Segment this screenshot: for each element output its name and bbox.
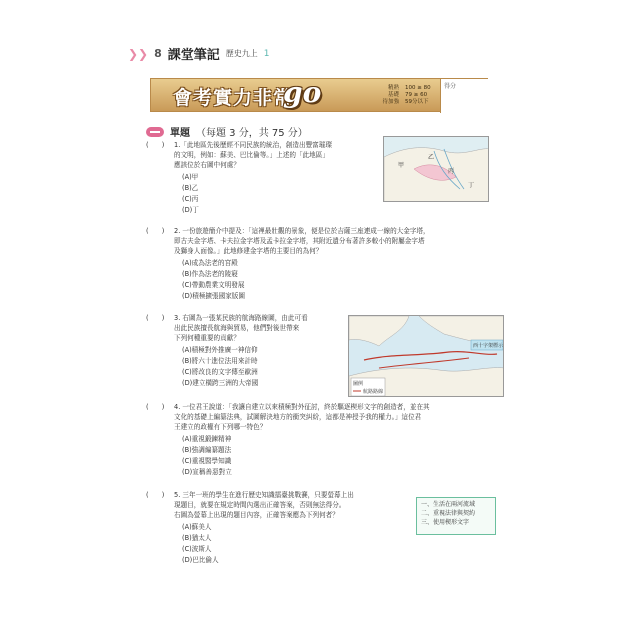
option-b: (B)強調編纂題法 xyxy=(182,446,232,454)
clue-box xyxy=(416,497,496,535)
question-3 xyxy=(146,313,356,395)
header-badge: 1 xyxy=(263,48,270,59)
banner-go: go xyxy=(283,76,322,109)
option-c: (C)帶動農業文明發展 xyxy=(182,281,245,289)
option-c: (C)波斯人 xyxy=(182,545,212,553)
clue-item: 一、生活在兩河流域 xyxy=(421,501,476,508)
answer-blank[interactable]: ( ) xyxy=(146,314,165,322)
answer-blank[interactable]: ( ) xyxy=(146,491,165,499)
banner-title: 會考實力非常 xyxy=(173,87,294,109)
grade-row: 精熟 100 ≥ 80 xyxy=(387,85,431,91)
question-4 xyxy=(146,402,506,484)
question-text: 王建立的政權有下列哪一特色？ xyxy=(174,423,267,431)
option-a: (A)蘇美人 xyxy=(182,523,212,531)
practice-banner xyxy=(150,78,488,112)
page-number: 8 xyxy=(154,47,162,60)
clue-item: 二、重視法律與契約 xyxy=(421,510,476,517)
map-label: 乙 xyxy=(428,154,435,161)
section-title xyxy=(146,124,308,139)
question-text: 即古夫金字塔、卡夫拉金字塔及孟卡拉金字塔，其附近遺分布著許多較小的附屬金字塔 xyxy=(174,237,425,245)
grade-row: 基礎 79 ≥ 60 xyxy=(387,92,428,98)
question-text: 2. 一份旅遊簡介中提及：「這裡最壯觀的景象，便是位於吉薩三座連成一線的大金字塔， xyxy=(174,227,430,235)
map-1-image xyxy=(384,137,489,202)
option-b: (B)猶太人 xyxy=(182,534,212,542)
map-3-label: 西十字架標示 xyxy=(473,343,504,349)
option-a: (A)成為法老的宮殿 xyxy=(182,259,238,267)
option-a: (A)重視鍛鍊精神 xyxy=(182,435,232,443)
header-subtitle: 歷史九上 xyxy=(225,49,258,58)
answer-blank[interactable]: ( ) xyxy=(146,227,165,235)
grade-row: 待加強 59分以下 xyxy=(382,99,429,105)
question-5 xyxy=(146,490,411,572)
section-note: （每題 3 分，共 75 分） xyxy=(196,128,308,139)
question-text: 及獅身人面像。」此地修建金字塔的主要目的為何？ xyxy=(174,247,323,255)
map-label: 甲 xyxy=(398,162,405,169)
option-d: (D)丁 xyxy=(182,206,199,214)
question-1 xyxy=(146,140,376,220)
question-text: 1.「此地區先後歷經不同民族的統治，創造出豐富璀璨 xyxy=(174,141,332,149)
question-text: 5. 三年一班的學生在進行歷史知識擂臺挑戰賽，只要螢幕上出 xyxy=(174,491,354,499)
question-text: 3. 右圖為一張某民族的航海路線圖，由此可看 xyxy=(174,314,308,322)
section-label: 單題 xyxy=(170,128,190,139)
answer-blank[interactable]: ( ) xyxy=(146,403,165,411)
map-label: 丙 xyxy=(448,168,455,175)
map-label: 丁 xyxy=(468,182,475,189)
score-box[interactable] xyxy=(440,79,489,113)
question-text: 文化的基礎上編纂法典，試圖解決地方的衝突糾紛，這都是神授予我的權力。」這位君 xyxy=(174,413,422,421)
option-d: (D)積極擴張國家版圖 xyxy=(182,292,245,300)
question-text: 4. 一位君王說道：「我讓自建立以來積極對外征討，終於驅逐楔形文字的創造者，並在其 xyxy=(174,403,430,411)
score-label: 得分 xyxy=(444,83,457,90)
question-text: 下列何種重要的貢獻？ xyxy=(174,334,240,342)
map-3-image xyxy=(349,316,504,397)
question-text: 應該位於右圖中何處？ xyxy=(174,161,240,169)
option-c: (C)重視醫學知識 xyxy=(182,457,232,465)
grade-table xyxy=(379,85,431,106)
option-a: (A)積極對外推廣一神信仰 xyxy=(182,346,258,354)
option-c: (C)丙 xyxy=(182,195,199,203)
question-text: 右圖為螢幕上出現的題目內容，正確答案應為下列何者？ xyxy=(174,511,339,519)
section-pill-icon xyxy=(146,127,164,137)
question-text: 的文明，例如：蘇美、巴比倫等。」上述的「此地區」 xyxy=(174,151,329,159)
option-b: (B)作為法老的陵寢 xyxy=(182,270,238,278)
option-d: (D)建立橫跨三洲的大帝國 xyxy=(182,379,259,387)
answer-blank[interactable]: ( ) xyxy=(146,141,165,149)
option-b: (B)將六十進位法用來計時 xyxy=(182,357,258,365)
chevron-icon: ❯❯ xyxy=(128,46,149,61)
question-text: 出此民族擅長航海與貿易，他們對後世帶來 xyxy=(174,324,300,332)
page-header xyxy=(128,44,270,63)
option-b: (B)乙 xyxy=(182,184,199,192)
option-c: (C)將改良的文字傳至歐洲 xyxy=(182,368,258,376)
question-2 xyxy=(146,226,506,308)
question-text: 現題目，就要在規定時間內選出正確答案，否則無法得分。 xyxy=(174,501,346,509)
option-a: (A)甲 xyxy=(182,173,199,181)
option-d: (D)宣稱善惡對立 xyxy=(182,468,232,476)
legend-item: 航路路線 xyxy=(363,389,384,395)
header-title: 課堂筆記 xyxy=(167,48,220,63)
map-phoenician-routes xyxy=(348,315,504,397)
legend-title: 圖例 xyxy=(353,381,364,387)
option-d: (D)巴比倫人 xyxy=(182,556,219,564)
map-mesopotamia xyxy=(383,136,489,202)
clue-item: 三、使用楔形文字 xyxy=(421,519,470,526)
